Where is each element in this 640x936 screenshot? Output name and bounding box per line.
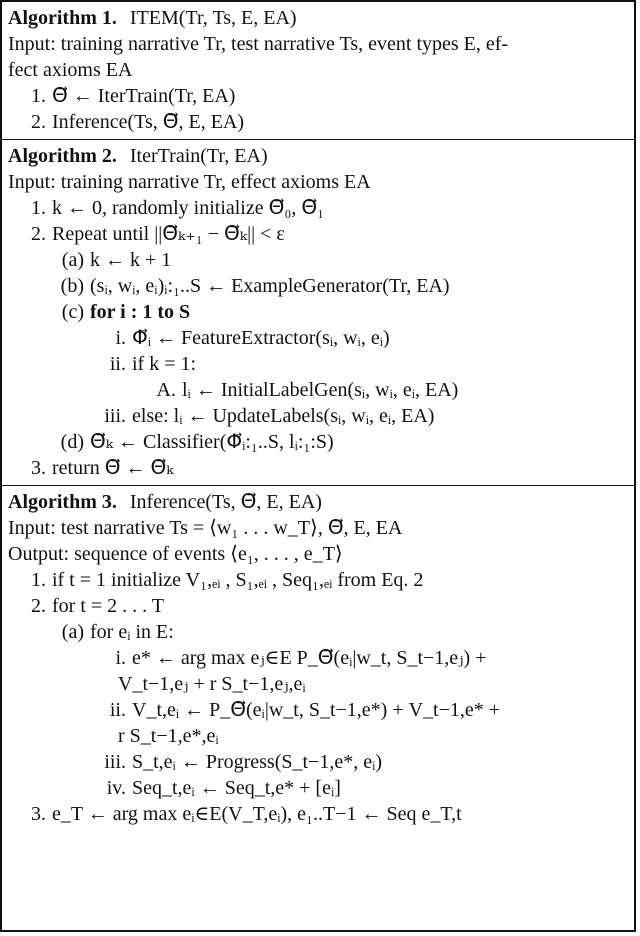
algorithm-1-line [8,57,628,83]
step-text: Repeat until ||Θ⃗ₖ₊₁ − Θ⃗ₖ|| < ε [52,223,285,245]
algorithm-2-substep [8,429,628,455]
step-text: Θ⃗ₖ ← Classifier(Φ⃗ᵢ:₁..S, lᵢ:₁:S) [90,431,334,453]
algorithm-3-step [8,801,628,827]
step-text: lᵢ ← InitialLabelGen(sᵢ, wᵢ, eᵢ, EA) [182,379,459,401]
step-number: iii. [104,405,126,427]
step-number: 1. [31,197,46,219]
algorithm-3-continuation [8,671,628,697]
step-number: iv. [106,777,126,799]
algorithm-1-input-text-cont: fect axioms EA [8,59,133,81]
algorithm-3-subsubstep [8,775,628,801]
step-text: (sᵢ, wᵢ, eᵢ)ᵢ:₁..S ← ExampleGenerator(Tr, EA) [90,275,450,297]
step-number: ii. [109,353,126,375]
step-number: 1. [31,569,46,591]
algorithm-3-continuation [8,723,628,749]
algorithm-2-step [8,221,628,247]
algorithm-2-subsubstep [8,403,628,429]
step-text: e_T ← arg max eᵢ∈E(V_T,eᵢ), e₁..T−1 ← Seq e_T,t [52,803,462,825]
algorithm-2-name: IterTrain(Tr, EA) [129,145,268,167]
algorithm-3-substep [8,619,628,645]
step-number: 1. [31,85,46,107]
algorithm-2-subsubstep [8,325,628,351]
step-text: for t = 2 . . . T [52,595,165,617]
step-number: (c) [61,301,84,323]
step-text: for eᵢ in E: [90,621,174,643]
algorithm-2-label: Algorithm 2. [8,145,117,167]
step-text: S_t,eᵢ ← Progress(S_t−1,e*, eᵢ) [132,751,383,773]
step-text: for i : 1 to S [90,301,191,323]
algorithm-3-name: Inference(Ts, Θ⃗, E, EA) [129,491,322,513]
step-number: 2. [31,111,46,133]
algorithm-2-step [8,455,628,481]
step-text: if t = 1 initialize V₁,ₑᵢ , S₁,ₑᵢ , Seq₁,ₑᵢ from Eq. 2 [52,569,424,591]
step-text: return Θ⃗ ← Θ⃗ₖ [52,457,174,479]
step-number: A. [156,379,176,401]
algorithm-2-subsubsubstep [8,377,628,403]
step-number: i. [115,647,126,669]
step-text: Seq_t,eᵢ ← Seq_t,e* + [eᵢ] [132,777,341,799]
algorithm-3-subsubstep [8,645,628,671]
algorithm-1-step [8,83,628,109]
algorithm-3-input-text: Input: test narrative Ts = ⟨w₁ . . . w_T⟩, Θ⃗, E, EA [8,517,403,539]
algorithm-1-step [8,109,628,135]
section-divider [2,139,634,140]
step-number: 3. [31,457,46,479]
step-text: k ← 0, randomly initialize Θ⃗₀, Θ⃗₁ [52,197,325,219]
algorithm-2-substep [8,273,628,299]
step-text: e* ← arg max eⱼ∈E P_Θ⃗(eᵢ|w_t, S_t−1,eⱼ) + [132,647,487,669]
algorithm-2-substep [8,299,628,325]
step-text-continuation: r S_t−1,e*,eᵢ [118,725,219,747]
algorithm-2-line [8,169,628,195]
step-number: (b) [60,275,84,297]
step-number: (d) [60,431,84,453]
step-number: (a) [61,249,84,271]
step-number: 2. [31,595,46,617]
algorithm-2-substep [8,247,628,273]
step-text: V_t,eᵢ ← P_Θ⃗(eᵢ|w_t, S_t−1,e*) + V_t−1,e* + [132,699,501,721]
algorithm-1 [2,5,634,135]
step-number: 2. [31,223,46,245]
step-number: iii. [104,751,126,773]
algorithm-3-heading [8,489,628,515]
step-text: Φ⃗ᵢ ← FeatureExtractor(sᵢ, wᵢ, eᵢ) [132,327,390,349]
algorithm-3-label: Algorithm 3. [8,491,117,513]
step-number: ii. [109,699,126,721]
algorithm-2 [2,143,634,481]
step-number: i. [115,327,126,349]
algorithm-3-output-text: Output: sequence of events ⟨e₁, . . . , e_T⟩ [8,543,343,565]
step-text: k ← k + 1 [90,249,172,271]
algorithm-3 [2,489,634,827]
step-number: 3. [31,803,46,825]
algorithm-1-name: ITEM(Tr, Ts, E, EA) [129,7,297,29]
algorithm-1-label: Algorithm 1. [8,7,117,29]
algorithm-2-subsubstep [8,351,628,377]
algorithm-1-input-text: Input: training narrative Tr, test narrative Ts, event types E, ef- [8,33,509,55]
algorithm-2-input-text: Input: training narrative Tr, effect axioms EA [8,171,371,193]
algorithm-3-line [8,515,628,541]
step-text: if k = 1: [132,353,197,375]
algorithm-3-step [8,593,628,619]
algorithm-3-step [8,567,628,593]
algorithm-2-step [8,195,628,221]
step-text: Θ⃗ ← IterTrain(Tr, EA) [52,85,236,107]
step-text-continuation: V_t−1,eⱼ + r S_t−1,eⱼ,eᵢ [118,673,306,695]
algorithm-1-line [8,31,628,57]
step-number: (a) [61,621,84,643]
algorithm-3-subsubstep [8,697,628,723]
step-text: Inference(Ts, Θ⃗, E, EA) [52,111,245,133]
section-divider [2,485,634,486]
algorithm-3-line [8,541,628,567]
algorithm-3-subsubstep [8,749,628,775]
algorithm-1-heading [8,5,628,31]
algorithm-2-heading [8,143,628,169]
step-text: else: lᵢ ← UpdateLabels(sᵢ, wᵢ, eᵢ, EA) [132,405,435,427]
